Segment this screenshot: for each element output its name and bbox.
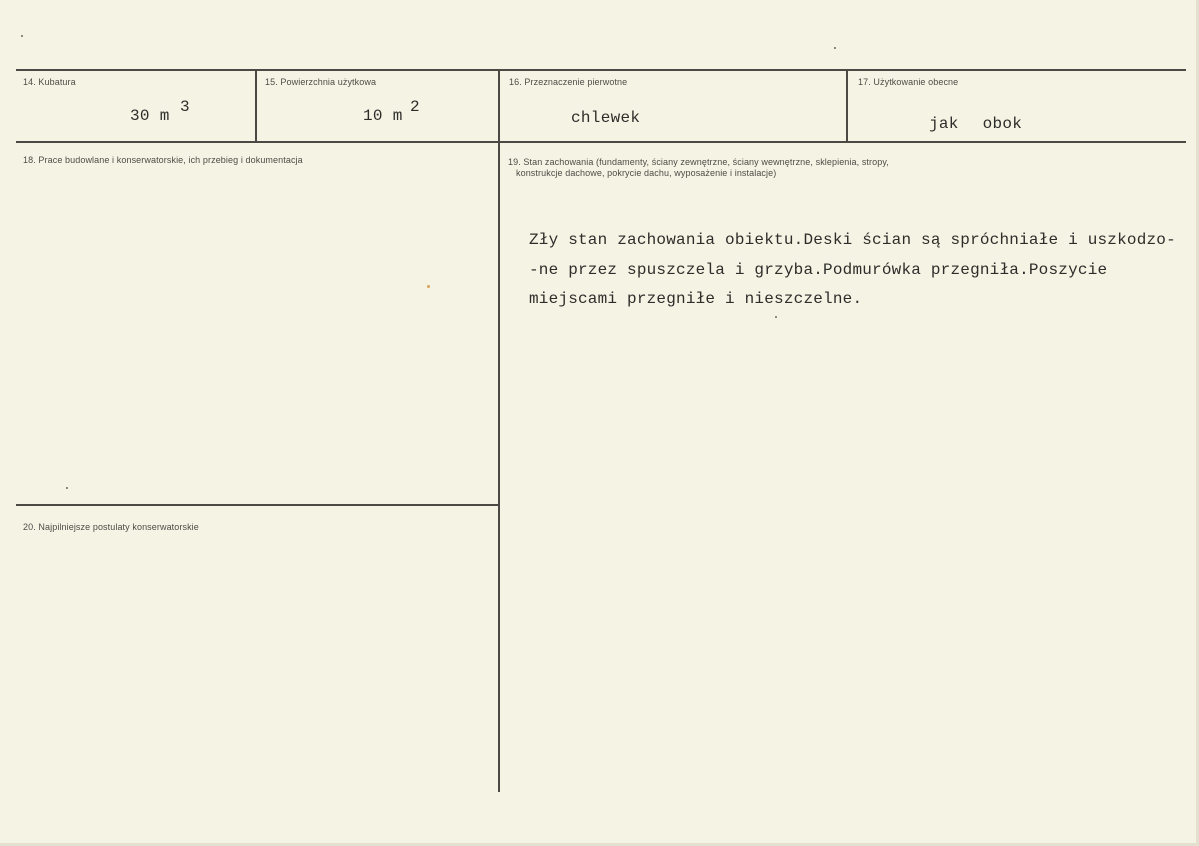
field-19-text-line-2: -ne przez spuszczela i grzyba.Podmurówka przegniła.Poszycie bbox=[529, 261, 1108, 279]
section18-bottom-rule bbox=[16, 504, 500, 506]
field-14-label: 14. Kubatura bbox=[23, 77, 76, 87]
row1-bottom-rule bbox=[16, 141, 1186, 143]
paper-speck bbox=[21, 35, 23, 37]
paper-speck bbox=[775, 316, 777, 318]
paper-speck bbox=[427, 285, 430, 288]
field-17-value: jak obok bbox=[929, 115, 1023, 133]
field-20-label: 20. Najpilniejsze postulaty konserwatorskie bbox=[23, 522, 199, 532]
paper-speck bbox=[66, 487, 68, 489]
field-15-superscript: 2 bbox=[410, 98, 420, 116]
divider-14-15 bbox=[255, 69, 257, 142]
field-19-text-line-1: Zły stan zachowania obiektu.Deski ścian są spróchniałe i uszkodzo- bbox=[529, 231, 1176, 249]
field-15-value: 10 m bbox=[363, 107, 403, 125]
field-17-label: 17. Użytkowanie obecne bbox=[858, 77, 959, 87]
divider-main bbox=[498, 69, 500, 792]
field-18-label: 18. Prace budowlane i konserwatorskie, ich przebieg i dokumentacja bbox=[23, 155, 303, 165]
divider-16-17 bbox=[846, 69, 848, 142]
field-16-label: 16. Przeznaczenie pierwotne bbox=[509, 77, 628, 87]
paper-speck bbox=[834, 47, 836, 49]
field-19-text-line-3: miejscami przegniłe i nieszczelne. bbox=[529, 290, 863, 308]
field-16-value: chlewek bbox=[571, 109, 641, 127]
top-rule bbox=[16, 69, 1186, 71]
field-14-superscript: 3 bbox=[180, 98, 190, 116]
field-19-label-line2: konstrukcje dachowe, pokrycie dachu, wyposażenie i instalacje) bbox=[516, 168, 777, 178]
field-15-label: 15. Powierzchnia użytkowa bbox=[265, 77, 377, 87]
field-14-value: 30 m bbox=[130, 107, 170, 125]
field-19-label-line1: 19. Stan zachowania (fundamenty, ściany zewnętrzne, ściany wewnętrzne, sklepienia, stropy, bbox=[508, 157, 889, 167]
